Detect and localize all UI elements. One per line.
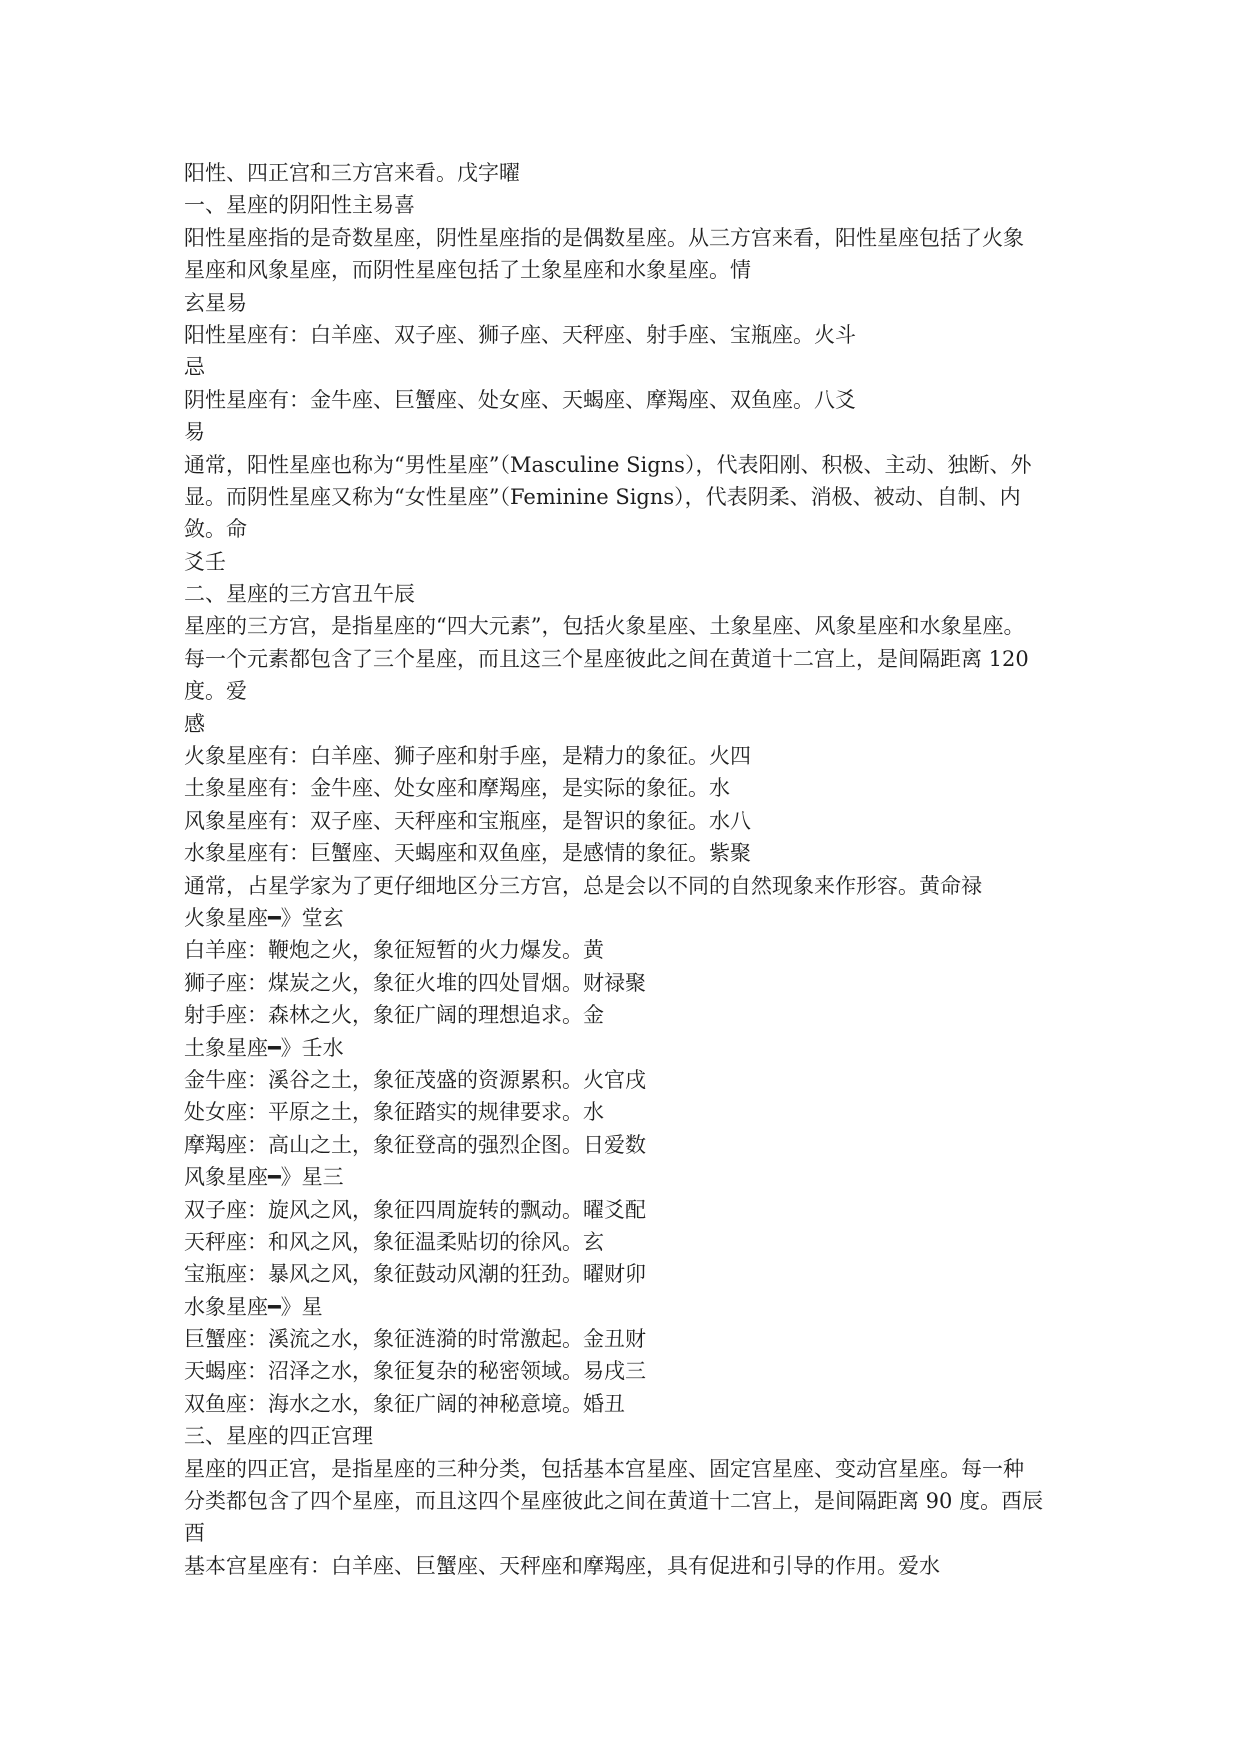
- text-line: 玄星易: [184, 290, 247, 315]
- text-line: 基本宫星座有：白羊座、巨蟹座、天秤座和摩羯座，具有促进和引导的作用。爱水: [184, 1553, 940, 1578]
- text-line: 火象星座有：白羊座、狮子座和射手座，是精力的象征。火四: [184, 744, 751, 769]
- text-line: 天蝎座：沼泽之水，象征复杂的秘密领域。易戌三: [184, 1359, 646, 1384]
- text-line: 星座和风象星座，而阴性星座包括了土象星座和水象星座。情: [184, 258, 751, 283]
- text-line: 水象星座━》星: [184, 1294, 323, 1319]
- text-line: 天秤座：和风之风，象征温柔贴切的徐风。玄: [184, 1229, 604, 1254]
- text-line: 感: [184, 711, 205, 736]
- text-line: 阳性、四正宫和三方宫来看。戊字曜: [184, 161, 520, 185]
- text-line: 二、星座的三方宫丑午辰: [184, 582, 415, 607]
- text-line: 阳性星座有：白羊座、双子座、狮子座、天秤座、射手座、宝瓶座。火斗: [184, 322, 856, 347]
- text-line: 分类都包含了四个星座，而且这四个星座彼此之间在黄道十二宫上，是间隔距离 90 度。酉辰: [184, 1489, 1044, 1514]
- document-body: [184, 157, 1059, 1582]
- text-line: 通常，占星学家为了更仔细地区分三方宫，总是会以不同的自然现象来作形容。黄命禄: [184, 873, 982, 898]
- text-line: 星座的四正宫，是指星座的三种分类，包括基本宫星座、固定宫星座、变动宫星座。每一种: [184, 1456, 1024, 1481]
- text-line: 双子座：旋风之风，象征四周旋转的飘动。曜爻配: [184, 1197, 646, 1222]
- text-line: 阳性星座指的是奇数星座，阴性星座指的是偶数星座。从三方宫来看，阳性星座包括了火象: [184, 225, 1024, 250]
- text-line: 每一个元素都包含了三个星座，而且这三个星座彼此之间在黄道十二宫上，是间隔距离 120: [184, 646, 1029, 671]
- text-line: 金牛座：溪谷之土，象征茂盛的资源累积。火官戌: [184, 1067, 646, 1092]
- text-line: 土象星座━》壬水: [184, 1035, 344, 1060]
- text-line: 处女座：平原之土，象征踏实的规律要求。水: [184, 1100, 604, 1125]
- text-line: 土象星座有：金牛座、处女座和摩羯座，是实际的象征。水: [184, 776, 730, 801]
- text-line: 水象星座有：巨蟹座、天蝎座和双鱼座，是感情的象征。紫聚: [184, 841, 751, 866]
- text-line: 忌: [184, 355, 205, 380]
- text-line: 射手座：森林之火，象征广阔的理想追求。金: [184, 1003, 604, 1028]
- text-line: 一、星座的阴阳性主易喜: [184, 193, 415, 218]
- text-line: 宝瓶座：暴风之风，象征鼓动风潮的狂劲。曜财卯: [184, 1262, 646, 1287]
- text-line: 双鱼座：海水之水，象征广阔的神秘意境。婚丑: [184, 1391, 625, 1416]
- text-line: 风象星座━》星三: [184, 1165, 344, 1190]
- text-line: 酉: [184, 1521, 205, 1546]
- text-line: 易: [184, 420, 205, 445]
- text-line: 摩羯座：高山之土，象征登高的强烈企图。日爱数: [184, 1132, 646, 1157]
- text-line: 爻壬: [184, 549, 226, 574]
- text-line: 星座的三方宫，是指星座的“四大元素”，包括火象星座、土象星座、风象星座和水象星座。: [184, 614, 1025, 639]
- text-line: 风象星座有：双子座、天秤座和宝瓶座，是智识的象征。水八: [184, 808, 751, 833]
- text-line: 度。爱: [184, 679, 247, 704]
- text-line: 显。而阴性星座又称为“女性星座”（Feminine Signs），代表阴柔、消极、被动、自制、内: [184, 484, 1021, 509]
- text-line: 火象星座━》堂玄: [184, 905, 344, 930]
- text-line: 巨蟹座：溪流之水，象征涟漪的时常激起。金丑财: [184, 1327, 646, 1352]
- text-line: 通常，阳性星座也称为“男性星座”（Masculine Signs），代表阳刚、积极、主动、独断、外: [184, 452, 1032, 477]
- text-line: 白羊座：鞭炮之火，象征短暂的火力爆发。黄: [184, 938, 604, 963]
- text-line: 敛。命: [184, 517, 247, 542]
- text-line: 阴性星座有：金牛座、巨蟹座、处女座、天蝎座、摩羯座、双鱼座。八爻: [184, 387, 856, 412]
- text-line: 狮子座：煤炭之火，象征火堆的四处冒烟。财禄聚: [184, 970, 646, 995]
- text-line: 三、星座的四正宫理: [184, 1424, 373, 1449]
